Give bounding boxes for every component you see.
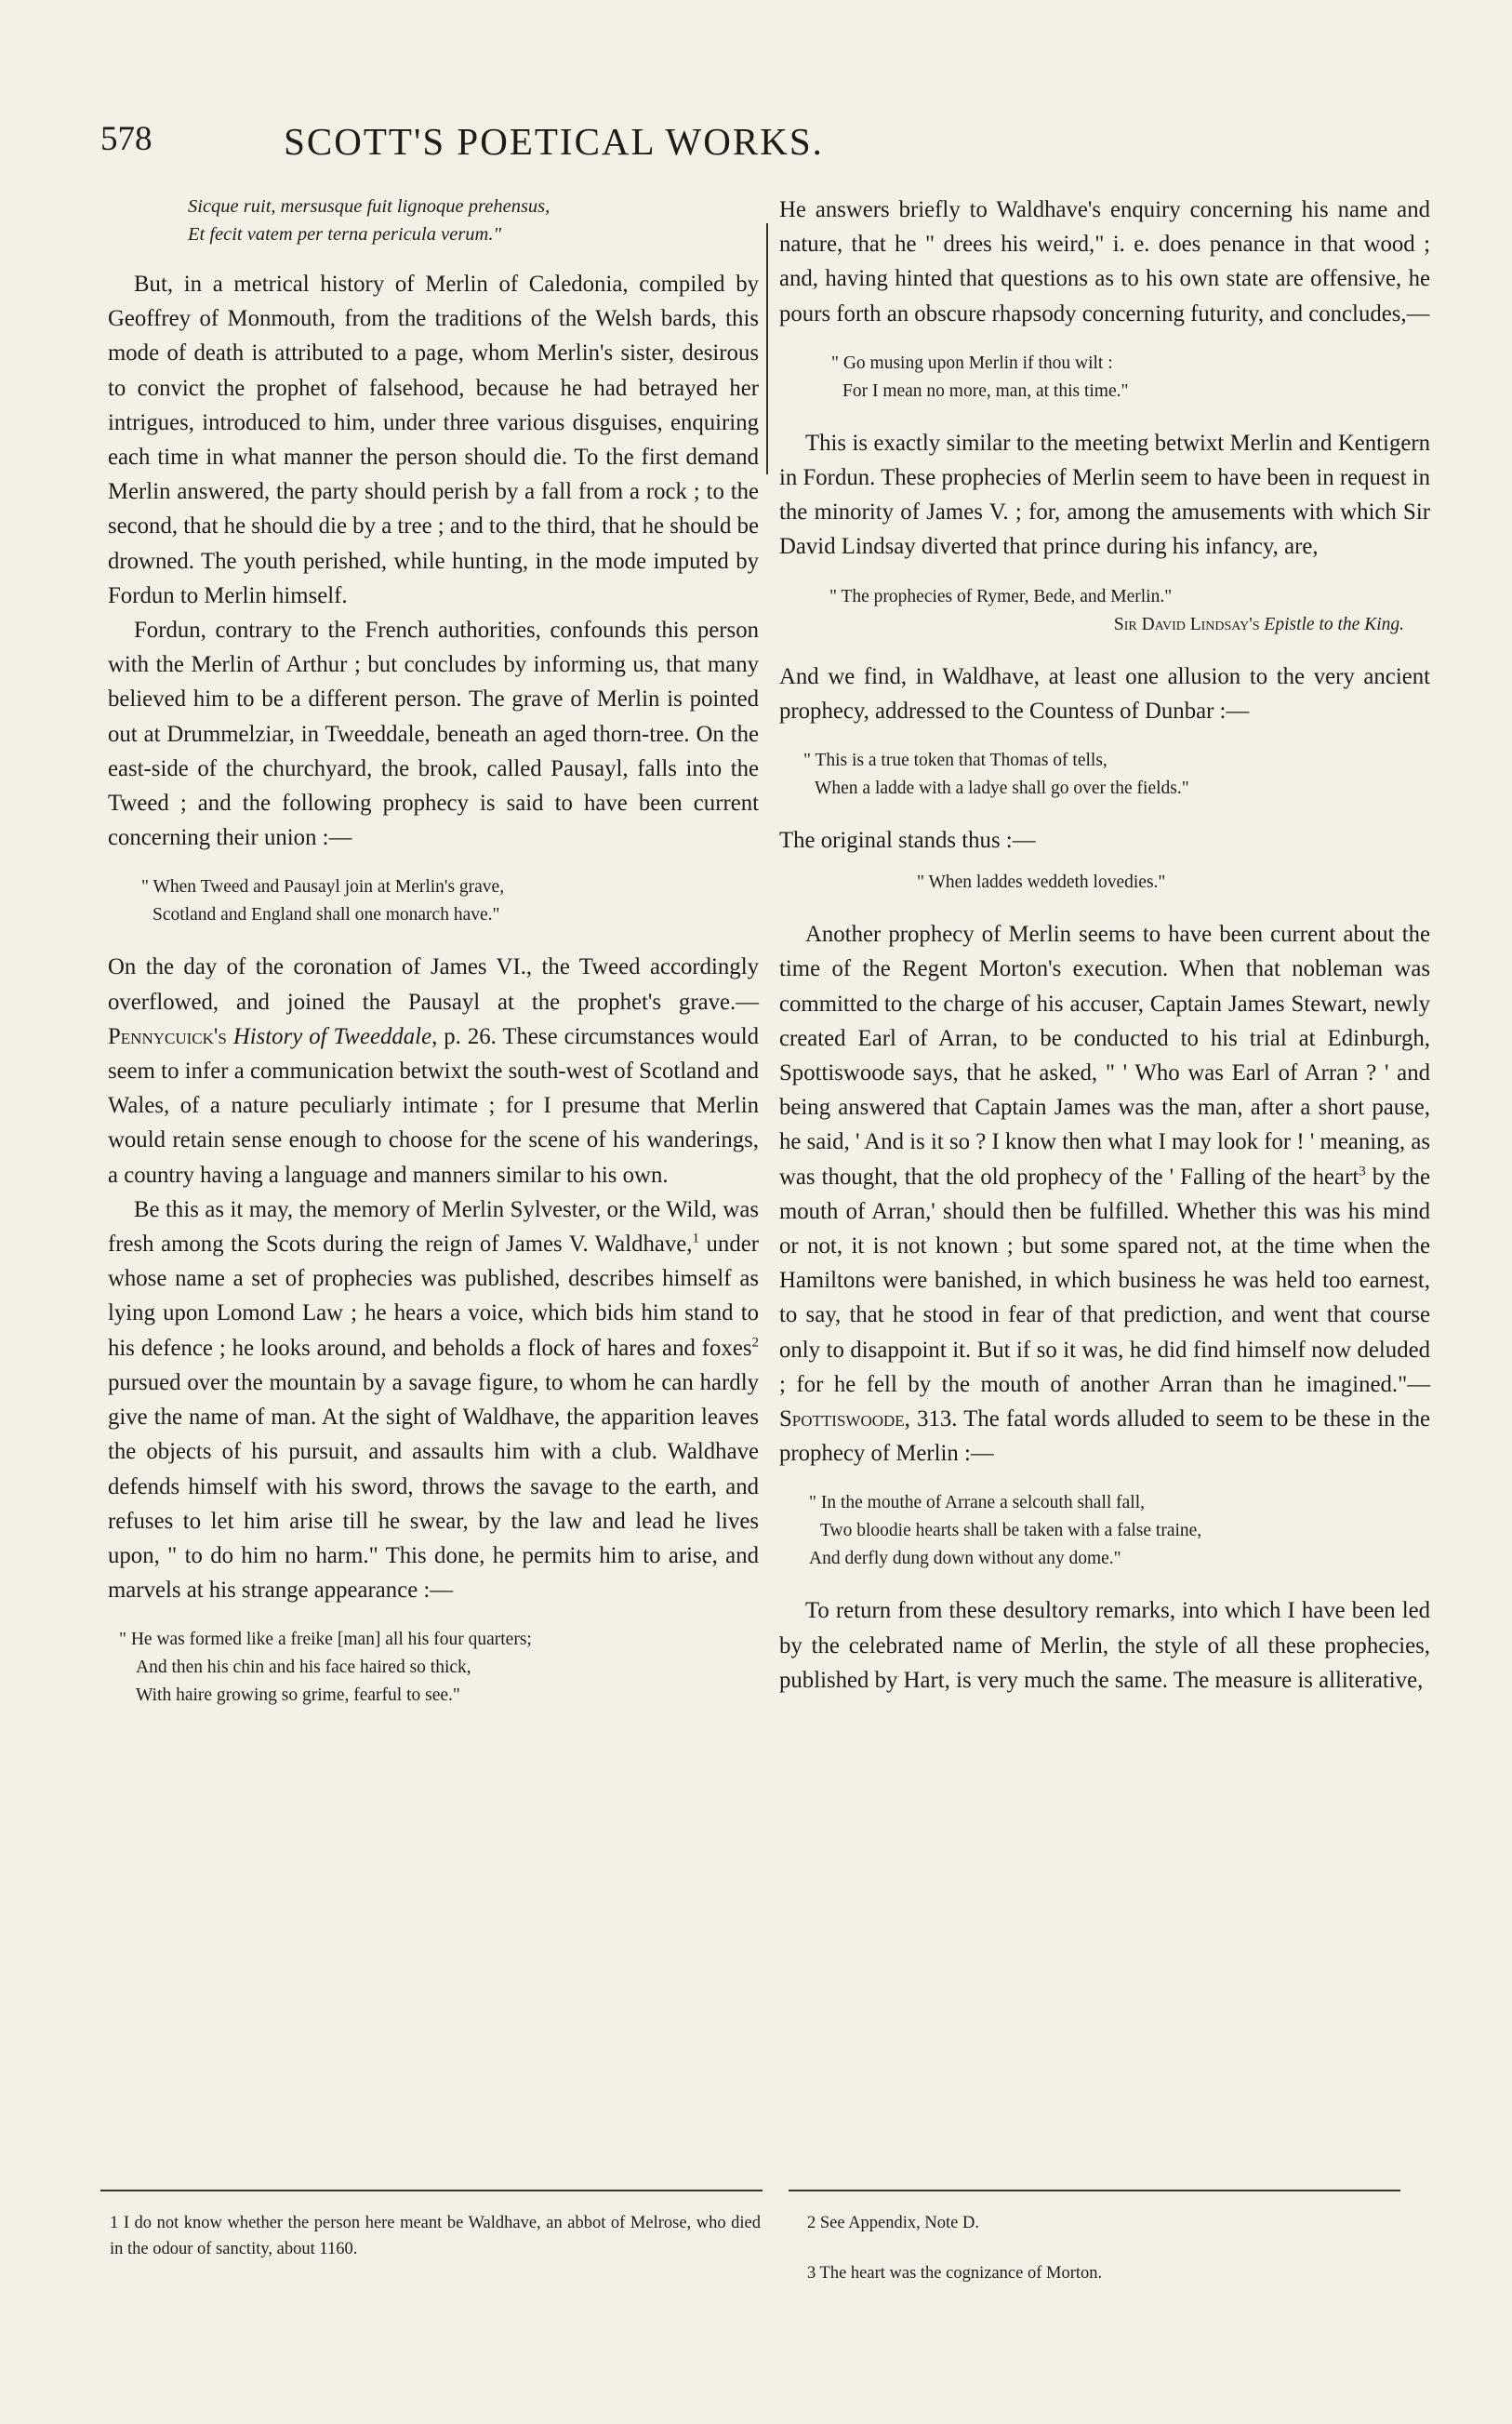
text-run: Another prophecy of Merlin seems to have been current about the time of the Regent Morton's execution. When that nobleman was committed to the charge of his accuser, Captain James Stewart, newly created Earl of Arran, to be conducted to his trial at Edinburgh, Spottiswoode says, that he asked, " ' Who was Earl of Arran ? ' and being answered that Captain James was the man, after a short pause, he said, ' And is it so ? I know then what I may look for ! ' meaning, as was thought, that the old prophecy of the ' Falling of the heart — [779, 922, 1430, 1190]
footnote-ref-2: 2 — [751, 1335, 759, 1351]
verse-line: And then his chin and his face haired so thick, — [136, 1658, 471, 1678]
verse-line: " This is a true token that Thomas of tells, — [803, 751, 1107, 771]
verse-line: Two bloodie hearts shall be taken with a false traine, — [820, 1521, 1202, 1541]
verse-line: " The prophecies of Rymer, Bede, and Merlin." — [829, 586, 1173, 606]
verse-line: And derfly dung down without any dome." — [809, 1549, 1121, 1569]
paragraph-desultory-remarks: To return from these desultory remarks, into which I have been led by the celebrated name of Merlin, the style of all these prophecies, published by Hart, is very much the same. The measure is alliterative, — [779, 1598, 1430, 1693]
verse-line: With haire growing so grime, fearful to see." — [136, 1685, 460, 1706]
text-run: under whose name a set of prophecies was published, describes himself as lying upon Lomond Law ; he hears a voice, which bids him stand to his defence ; he looks around, and beholds a flock of hares and foxes — [108, 1232, 759, 1361]
paragraph-drees-his-weird: He answers briefly to Waldhave's enquiry concerning his name and nature, that he " drees his weird," i. e. does penance in that wood ; and, having hinted that questions as to his own state are offensive, he pours forth an obscure rhapsody concerning futurity, and concludes,— — [779, 197, 1430, 326]
attribution-work: Epistle to the King. — [1264, 614, 1404, 634]
footnote-rule-right — [789, 2190, 1400, 2191]
text-run: pursued over the mountain by a savage figure, to whom he can hardly give the name of man. At the sight of Waldhave, the apparition leaves the objects of his pursuit, and assaults him with a club. Waldhave defends himself with his sword, throws the savage to the earth, and refuses to let him arise till he swear, by the law and lead he lives upon, " to do him no harm." This done, he permits him to arise, and marvels at his strange appearance :— — [108, 1369, 759, 1604]
footnote-2: 2 See Appendix, Note D. — [807, 2214, 979, 2232]
footnote-rule-left — [100, 2190, 763, 2191]
paragraph-regent-morton — [779, 917, 1430, 1471]
paragraph-kentigern: This is exactly similar to the meeting betwixt Merlin and Kentigern in Fordun. These prophecies of Merlin seem to have been in request in the minority of James V. ; for, among the amusements with which Sir David Lindsay diverted that prince during his infancy, are, — [779, 430, 1430, 560]
verse-freike — [108, 1626, 759, 1710]
latin-line-2: Et fecit vatem per terna pericula verum." — [188, 224, 502, 245]
left-column — [108, 193, 759, 1730]
verse-laddes — [779, 869, 1430, 897]
footnote-1: 1 I do not know whether the person here meant be Waldhave, an abbot of Melrose, who died in the odour of sanctity, about 1160. — [110, 2214, 761, 2258]
column-rule — [766, 223, 768, 474]
author-name: Spottiswoode — [779, 1406, 905, 1432]
right-column — [779, 193, 1430, 1698]
paragraph-original-stands: The original stands thus :— — [779, 828, 1036, 854]
paragraph-merlin-caledonia: But, in a metrical history of Merlin of Caledonia, compiled by Geoffrey of Monmouth, from the traditions of the Welsh bards, this mode of death is attributed to a page, whom Merlin's sister, desirous to convict the prophet of falsehood, because he had betrayed her intrigues, introduced to him, under three various disguises, enquiring each time in what manner the person should die. To the first demand Merlin answered, the party should perish by a fall from a rock ; to the second, that he should die by a tree ; and to the third, that he should be drowned. The youth perished, while hunting, in the mode imputed by Fordun to Merlin himself. — [108, 272, 759, 608]
verse-line: When a ladde with a ladye shall go over the fields." — [815, 779, 1189, 799]
verse-line: " When laddes weddeth lovedies." — [917, 872, 1166, 893]
footnote-ref-1: 1 — [692, 1231, 699, 1246]
text-run: , 313. The fatal words alluded to seem to be these in the prophecy of Merlin :— — [779, 1406, 1430, 1467]
page-number: 578 — [100, 120, 153, 158]
paragraph-fordun: Fordun, contrary to the French authorities, confounds this person with the Merlin of Arthur ; but concludes by informing us, that many believed him to be a different person. The grave of Merlin is pointed out at Drummelziar, in Tweeddale, beneath an aged thorn-tree. On the east-side of the churchyard, the brook, called Pausayl, falls into the Tweed ; and the following prophecy is said to have been current concerning their union :— — [108, 618, 759, 851]
verse-true-token — [779, 747, 1430, 803]
text-run: On the day of the coronation of James VI., the Tweed accordingly overflowed, and joined the Pausayl at the prophet's grave.— — [108, 954, 759, 1015]
author-name: Pennycuick's — [108, 1023, 227, 1049]
verse-attribution — [829, 611, 1430, 639]
footnote-ref-3: 3 — [1359, 1164, 1366, 1179]
paragraph-coronation — [108, 950, 759, 1192]
paragraph-waldhave — [108, 1192, 759, 1607]
verse-line: For I mean no more, man, at this time." — [842, 380, 1129, 401]
verse-line: Scotland and England shall one monarch have." — [153, 905, 500, 926]
running-title: SCOTT'S POETICAL WORKS. — [284, 120, 824, 163]
latin-quotation — [108, 193, 759, 248]
text-run: by the mouth of Arran,' should then be fulfilled. Whether this was his mind or not, it is not known ; but some spared not, at the time when the Hamiltons were banished, in which business he was held too earnest, to say, that he stood in fear of that prediction, and went that course only to disappoint it. But if so it was, he did find himself now deluded ; for he fell by the mouth of another Arran than he imagined."— — [779, 1164, 1430, 1397]
verse-go-musing — [779, 350, 1430, 406]
page-header — [100, 119, 1007, 175]
footnotes-left — [110, 2210, 761, 2286]
footnote-3: 3 The heart was the cognizance of Morton. — [807, 2264, 1103, 2283]
text-run: , p. 26. These circumstances would seem to infer a communication betwixt the south-west of Scotland and Wales, of a nature peculiarly intimate ; for I presume that Merlin would retain sense enough to choose for the scene of his wanderings, a country having a language and manners similar to his own. — [108, 1023, 760, 1188]
attribution-author: Sir David Lindsay's — [1113, 614, 1260, 634]
verse-line: " He was formed like a freike [man] all his four quarters; — [119, 1630, 532, 1650]
verse-line: " When Tweed and Pausayl join at Merlin's grave, — [141, 877, 505, 898]
latin-line-1: Sicque ruit, mersusque fuit lignoque prehensus, — [188, 196, 550, 217]
book-title: History of Tweeddale — [232, 1023, 432, 1049]
verse-line: " In the mouthe of Arrane a selcouth shall fall, — [809, 1493, 1146, 1513]
verse-mouthe-of-arrane — [779, 1489, 1430, 1573]
footnotes-right — [807, 2210, 1402, 2311]
verse-prophecies-rymer — [779, 583, 1430, 639]
text-run: Be this as it may, the memory of Merlin Sylvester, or the Wild, was fresh among the Scots during the reign of James V. Waldhave, — [108, 1196, 759, 1258]
verse-tweed-pausayl — [108, 873, 759, 929]
verse-line: " Go musing upon Merlin if thou wilt : — [831, 353, 1113, 373]
paragraph-countess-dunbar: And we find, in Waldhave, at least one allusion to the very ancient prophecy, addressed to the Countess of Dunbar :— — [779, 663, 1430, 724]
